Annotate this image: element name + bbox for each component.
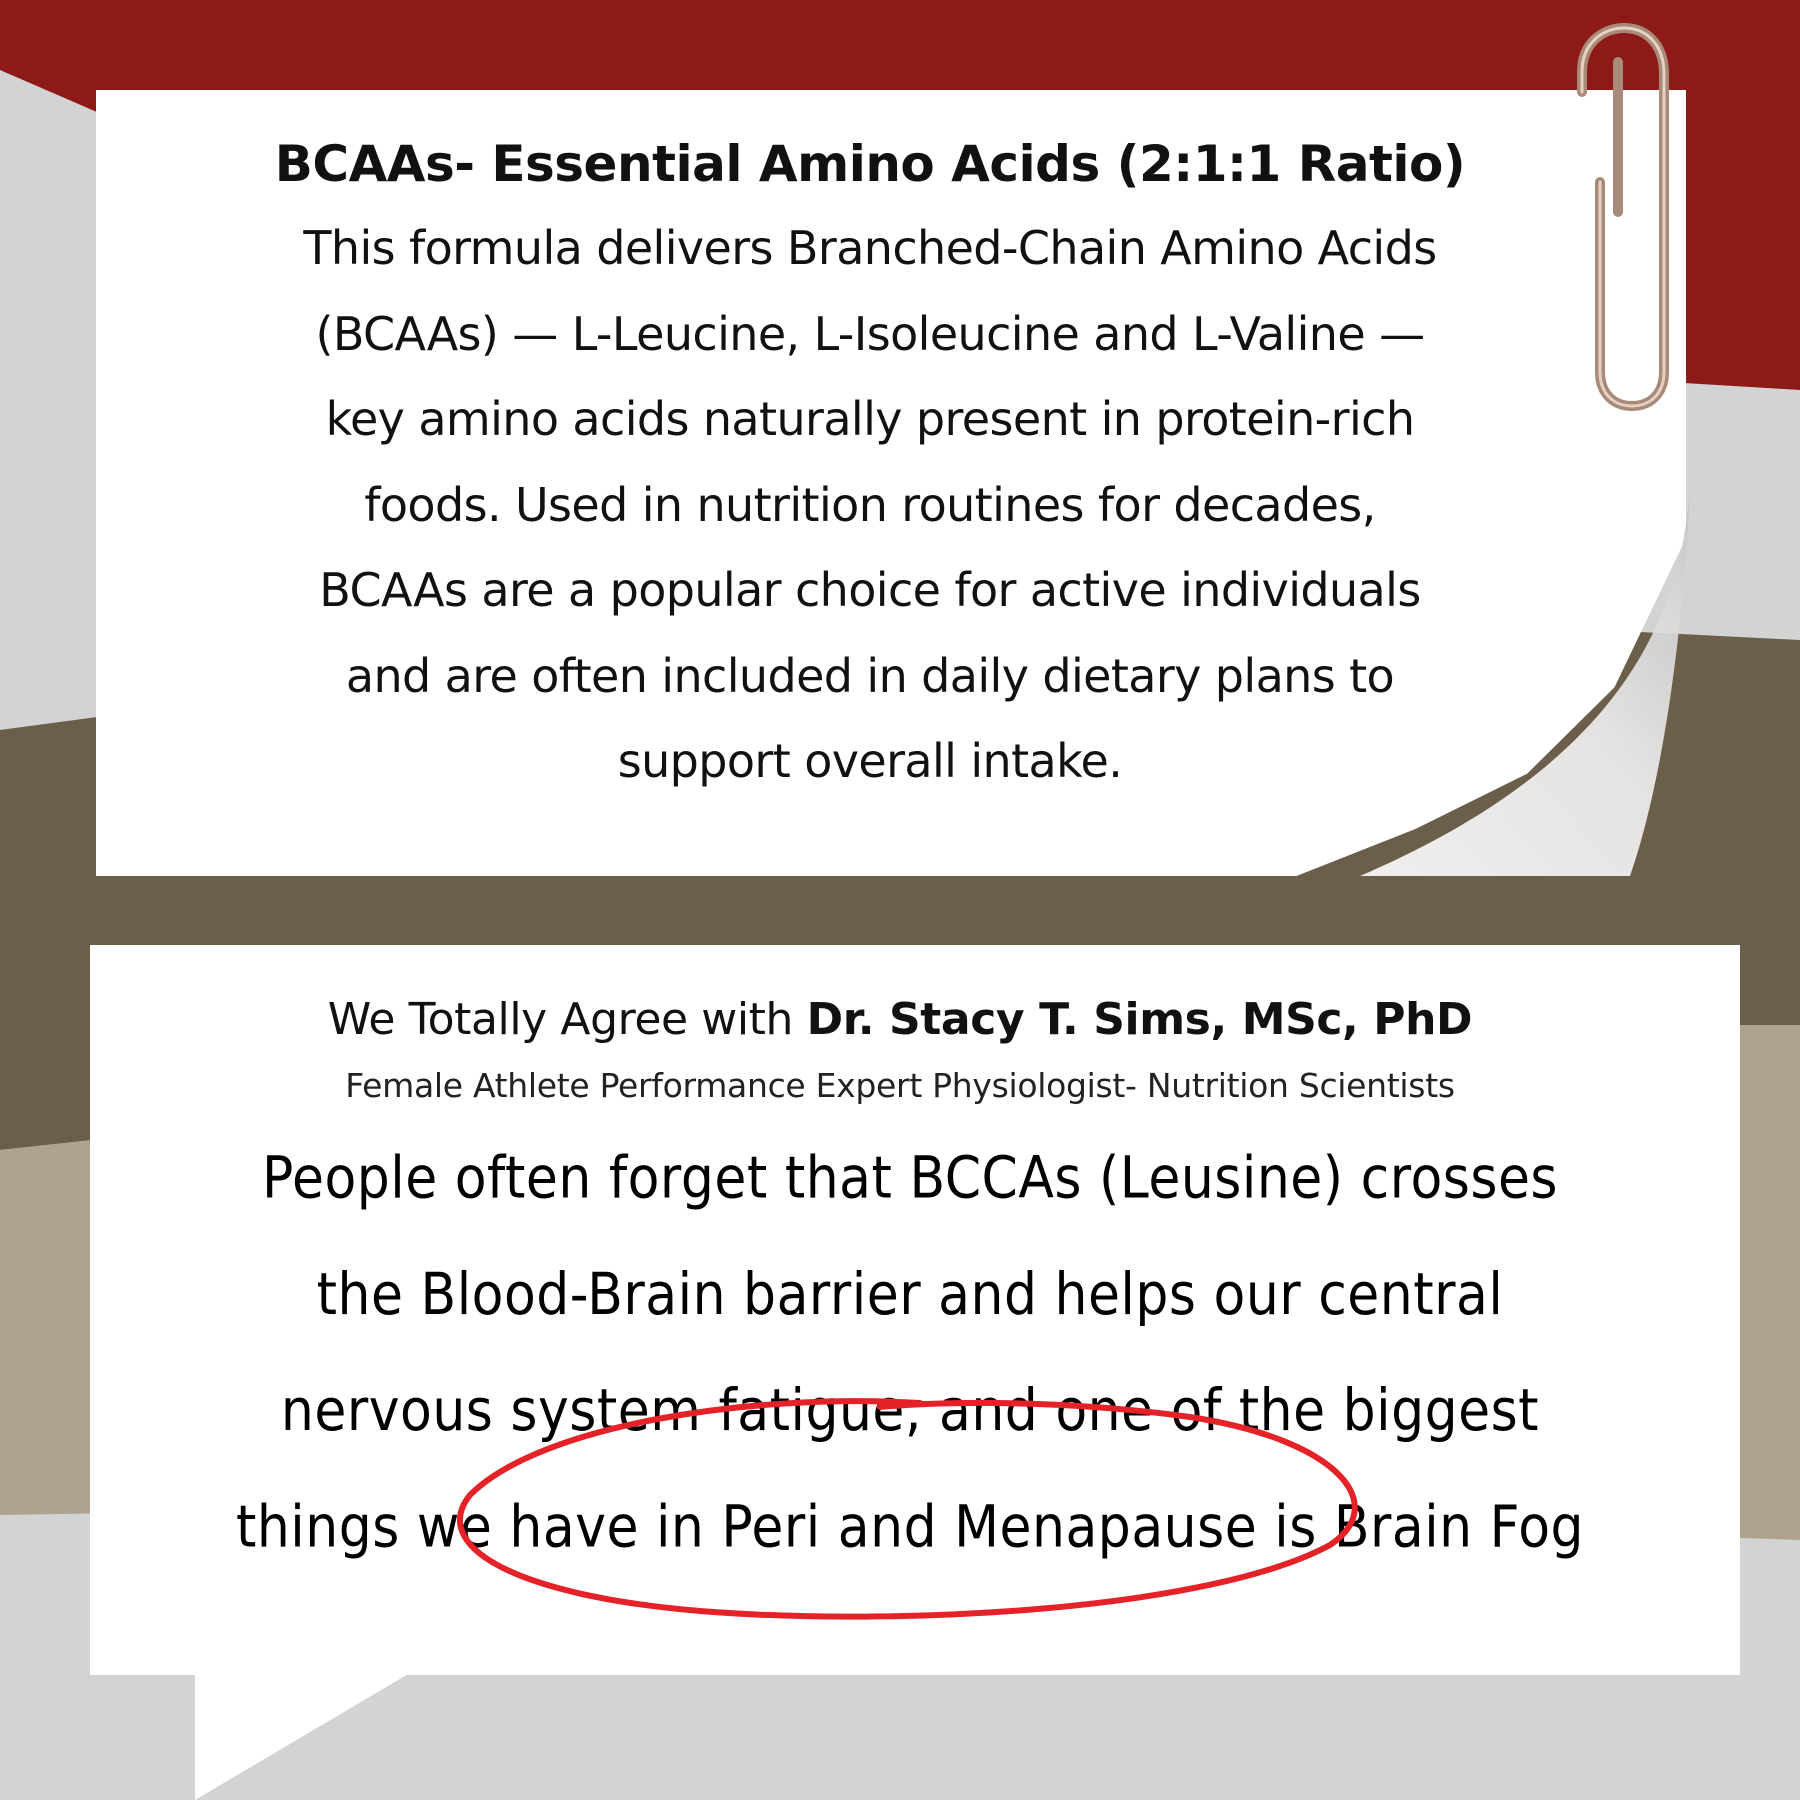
expert-title: Female Athlete Performance Expert Physiologist- Nutrition Scientists xyxy=(345,1066,1455,1105)
note-line: key amino acids naturally present in protein-rich xyxy=(325,392,1415,446)
quote-line: the Blood-Brain barrier and helps our central xyxy=(316,1261,1504,1329)
agree-line xyxy=(90,990,1710,1050)
speech-bubble-tail xyxy=(195,1670,415,1800)
handwritten-quote xyxy=(130,1120,1690,1586)
note-line: support overall intake. xyxy=(617,734,1123,788)
note-title: BCAAs- Essential Amino Acids (2:1:1 Ratio) xyxy=(274,135,1466,193)
note-line: and are often included in daily dietary plans to xyxy=(345,648,1395,703)
paperclip-icon xyxy=(1560,22,1680,412)
note-line: (BCAAs) — L-Leucine, L-Isoleucine and L-Valine — xyxy=(315,306,1425,361)
quote-line: People often forget that BCCAs (Leusine) crosses xyxy=(261,1144,1559,1212)
note-line: foods. Used in nutrition routines for decades, xyxy=(364,477,1376,532)
note-line: BCAAs are a popular choice for active individuals xyxy=(319,563,1421,617)
note-text-block xyxy=(150,124,1590,805)
agree-prefix: We Totally Agree with xyxy=(327,994,807,1045)
quote-line: nervous system fatigue, and one of the biggest xyxy=(280,1377,1540,1445)
note-line: This formula delivers Branched-Chain Amino Acids xyxy=(303,221,1437,275)
note-body xyxy=(150,206,1590,805)
expert-name: Dr. Stacy T. Sims, MSc, PhD xyxy=(806,994,1473,1045)
quote-line: things we have in Peri and Menapause is Brain Fog xyxy=(235,1494,1585,1562)
